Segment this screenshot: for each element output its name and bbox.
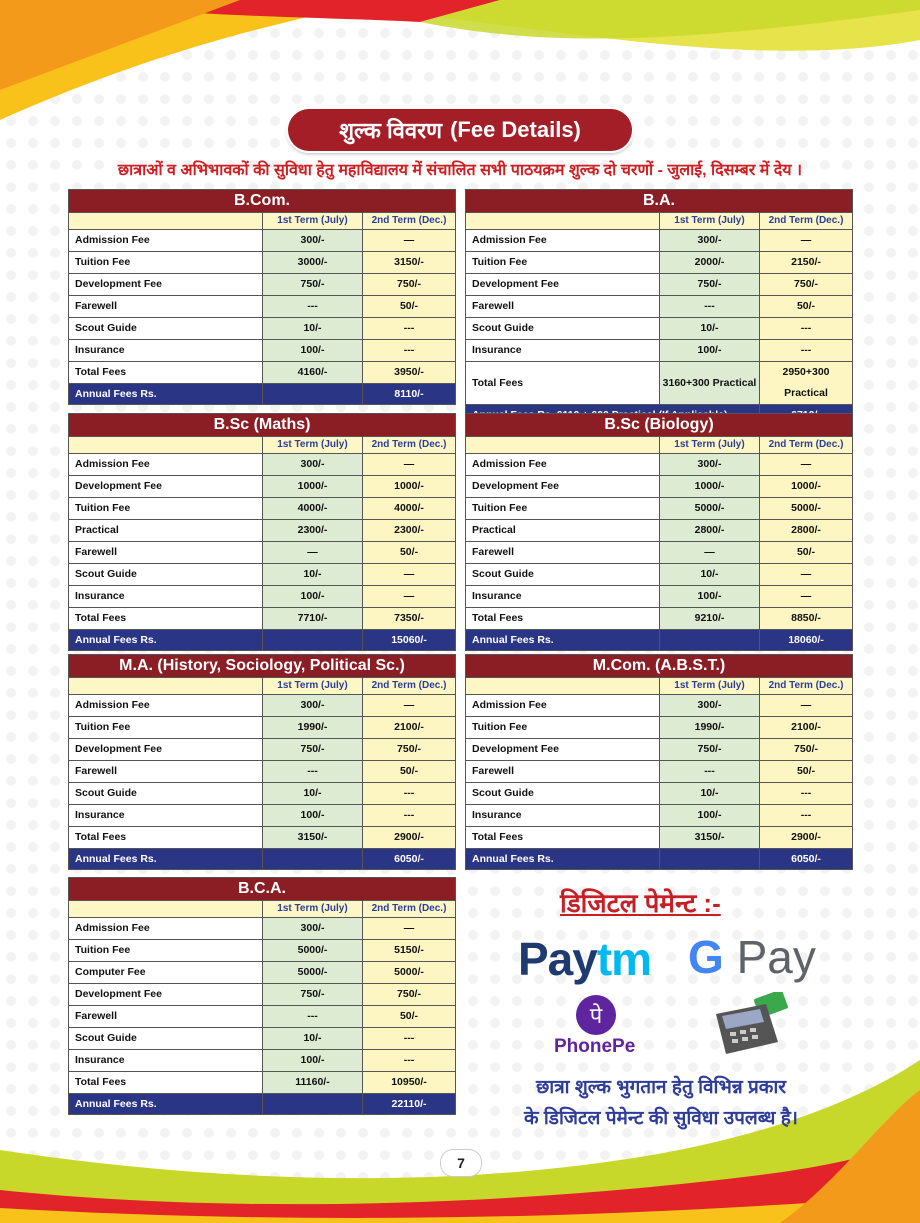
column-header: 2nd Term (Dec.) [363,678,456,695]
fee-value: — [363,230,456,252]
column-header: 1st Term (July) [660,437,760,454]
fee-value: 50/- [363,542,456,564]
table-title: M.A. (History, Sociology, Political Sc.) [69,655,456,678]
fee-label: Scout Guide [466,783,660,805]
fee-label: Admission Fee [466,454,660,476]
fee-label: Practical [466,520,660,542]
table-row [466,783,853,805]
column-header: 1st Term (July) [660,213,760,230]
fee-value: --- [263,296,363,318]
fee-value: 300/- [263,918,363,940]
fee-label: Tuition Fee [466,498,660,520]
annual-fees-spacer [263,630,363,651]
fee-value: 100/- [263,586,363,608]
table-row [69,1050,456,1072]
message-line-2: के डिजिटल पेमेन्ट की सुविधा उपलब्ध है। [524,1108,798,1129]
column-header: 1st Term (July) [263,901,363,918]
fee-value: 50/- [363,296,456,318]
annual-fees-value: 22110/- [363,1094,456,1115]
table-row [69,476,456,498]
table-row [69,252,456,274]
fee-label: Admission Fee [69,230,263,252]
fee-label: Total Fees [69,362,263,384]
table-row [466,362,853,405]
table-row [69,564,456,586]
column-header-blank [466,678,660,695]
table-row [466,564,853,586]
fee-label: Admission Fee [69,454,263,476]
fee-value: --- [263,1006,363,1028]
fee-label: Practical [69,520,263,542]
phonepe-icon: पे [576,995,616,1035]
table-row [466,586,853,608]
table-row [466,717,853,739]
annual-fees-row [69,1094,456,1115]
fee-value: 3000/- [263,252,363,274]
table-row [69,498,456,520]
fee-value: 750/- [760,274,853,296]
column-header: 2nd Term (Dec.) [363,437,456,454]
fee-value: 5000/- [363,962,456,984]
fee-label: Insurance [69,586,263,608]
table-row [69,586,456,608]
annual-fees-label: Annual Fees Rs. [69,1094,263,1115]
fee-value: — [760,586,853,608]
annual-fees-label: Annual Fees Rs. [466,849,660,870]
fee-label: Tuition Fee [69,498,263,520]
gpay-text: Pay [736,931,816,983]
fee-value: 3150/- [263,827,363,849]
column-header-blank [466,213,660,230]
title-english: (Fee Details) [450,117,581,142]
fee-label: Total Fees [69,1072,263,1094]
fee-label: Insurance [69,805,263,827]
fee-value: — [660,542,760,564]
table-row [69,739,456,761]
fee-value: --- [760,340,853,362]
fee-value: — [760,695,853,717]
column-header: 1st Term (July) [263,437,363,454]
fee-value: --- [660,761,760,783]
fee-value: --- [363,805,456,827]
annual-fees-spacer [263,849,363,870]
fee-label: Farewell [69,761,263,783]
fee-value: 750/- [660,739,760,761]
table-row [69,608,456,630]
table-row [466,296,853,318]
fee-value: — [363,695,456,717]
annual-fees-value: 6050/- [363,849,456,870]
fee-value: --- [263,761,363,783]
table-row [69,362,456,384]
table-title: B.Com. [69,190,456,213]
table-row [69,940,456,962]
fee-value: 50/- [760,542,853,564]
column-header: 1st Term (July) [263,213,363,230]
fee-value: 4160/- [263,362,363,384]
column-header-blank [69,213,263,230]
fee-value: 2950+300 Practical [760,362,853,405]
fee-value: --- [363,1050,456,1072]
fee-value: --- [363,1028,456,1050]
card-machine-icon [710,992,798,1056]
fee-label: Computer Fee [69,962,263,984]
fee-value: 1000/- [363,476,456,498]
column-header: 1st Term (July) [263,678,363,695]
fee-label: Farewell [69,1006,263,1028]
fee-value: 50/- [363,1006,456,1028]
page-subtitle: छात्राओं व अभिभावकों की सुविधा हेतु महाविद्यालय में संचालित सभी पाठयक्रम शुल्क दो चरणों - जुलाई, दिसम्बर में देय । [117,162,803,179]
table-row [69,274,456,296]
table-row [69,542,456,564]
fee-value: 100/- [263,805,363,827]
table-row [466,827,853,849]
fee-label: Farewell [69,542,263,564]
fee-value: 100/- [660,340,760,362]
fee-value: 10/- [263,783,363,805]
table-row [69,230,456,252]
fee-label: Admission Fee [69,695,263,717]
fee-value: 100/- [263,340,363,362]
table-title: M.Com. (A.B.S.T.) [466,655,853,678]
annual-fees-label: Annual Fees Rs. [69,630,263,651]
table-row [466,542,853,564]
fee-value: 300/- [263,230,363,252]
fee-value: 10/- [660,783,760,805]
fee-value: 2900/- [363,827,456,849]
fee-value: 7710/- [263,608,363,630]
fee-value: 7350/- [363,608,456,630]
fee-value: — [363,564,456,586]
fee-value: --- [660,296,760,318]
phonepe-label: PhonePe [554,1036,636,1057]
annual-fees-row [69,849,456,870]
message-line-1: छात्रा शुल्क भुगतान हेतु विभिन्न प्रकार [535,1077,787,1098]
column-header: 2nd Term (Dec.) [760,213,853,230]
fee-value: 100/- [660,805,760,827]
fee-label: Scout Guide [69,564,263,586]
column-header-blank [69,901,263,918]
fee-value: 10/- [660,318,760,340]
fee-table-bsc-maths [68,413,456,651]
table-row [69,783,456,805]
annual-fees-label: Annual Fees Rs. [466,630,660,651]
fee-value: 2300/- [263,520,363,542]
annual-fees-row [69,384,456,405]
fee-label: Total Fees [69,827,263,849]
table-row [466,476,853,498]
table-row [69,1072,456,1094]
fee-value: --- [363,318,456,340]
table-row [69,318,456,340]
annual-fees-row [466,630,853,651]
fee-label: Scout Guide [466,318,660,340]
fee-label: Scout Guide [69,1028,263,1050]
fee-label: Admission Fee [466,230,660,252]
table-row [466,695,853,717]
fee-label: Development Fee [466,739,660,761]
fee-value: 2000/- [660,252,760,274]
gpay-g-icon: G [688,931,724,983]
column-header: 2nd Term (Dec.) [363,213,456,230]
table-row [69,296,456,318]
fee-label: Farewell [466,761,660,783]
fee-label: Development Fee [69,739,263,761]
fee-value: 10/- [660,564,760,586]
table-row [69,984,456,1006]
page-number: 7 [440,1149,482,1177]
table-row [466,230,853,252]
fee-label: Farewell [466,542,660,564]
table-title: B.Sc (Maths) [69,414,456,437]
table-row [69,454,456,476]
fee-value: 2900/- [760,827,853,849]
column-header-blank [69,437,263,454]
table-row [69,761,456,783]
annual-fees-spacer [660,630,760,651]
fee-value: --- [760,805,853,827]
fee-table-bcom [68,189,456,405]
fee-value: --- [760,783,853,805]
fee-value: — [760,230,853,252]
fee-value: 300/- [660,695,760,717]
fee-value: 4000/- [363,498,456,520]
fee-value: 3160+300 Practical [660,362,760,405]
digital-payment-message [486,1072,836,1134]
table-row [466,520,853,542]
table-row [69,520,456,542]
fee-label: Scout Guide [69,318,263,340]
fee-table-bca [68,877,456,1115]
fee-label: Development Fee [69,274,263,296]
fee-value: 750/- [363,274,456,296]
annual-fees-value: 6050/- [760,849,853,870]
column-header: 2nd Term (Dec.) [760,678,853,695]
fee-value: — [760,564,853,586]
fee-table-mcom [465,654,853,870]
annual-fees-spacer [660,849,760,870]
fee-label: Development Fee [69,476,263,498]
column-header: 2nd Term (Dec.) [760,437,853,454]
fee-value: 3150/- [363,252,456,274]
table-row [69,717,456,739]
table-row [466,739,853,761]
annual-fees-spacer [263,384,363,405]
fee-value: 750/- [263,739,363,761]
fee-value: — [363,918,456,940]
fee-value: 100/- [263,1050,363,1072]
fee-label: Insurance [69,340,263,362]
annual-fees-row [69,630,456,651]
fee-value: 750/- [660,274,760,296]
table-row [69,695,456,717]
fee-label: Admission Fee [69,918,263,940]
table-row [69,962,456,984]
fee-value: 2150/- [760,252,853,274]
fee-value: 1000/- [263,476,363,498]
fee-value: 750/- [263,274,363,296]
fee-label: Total Fees [69,608,263,630]
table-row [69,340,456,362]
fee-table-ma [68,654,456,870]
table-row [466,608,853,630]
table-row [69,827,456,849]
fee-value: 10/- [263,564,363,586]
annual-fees-row [466,849,853,870]
annual-fees-label: Annual Fees Rs. [69,384,263,405]
table-row [466,274,853,296]
fee-value: 750/- [363,739,456,761]
fee-label: Development Fee [466,476,660,498]
fee-value: 9210/- [660,608,760,630]
fee-value: 1000/- [760,476,853,498]
fee-value: 750/- [263,984,363,1006]
fee-label: Farewell [69,296,263,318]
fee-label: Admission Fee [466,695,660,717]
fee-value: — [363,586,456,608]
table-title: B.C.A. [69,878,456,901]
fee-value: 3150/- [660,827,760,849]
fee-value: — [263,542,363,564]
fee-value: 3950/- [363,362,456,384]
table-title: B.Sc (Biology) [466,414,853,437]
table-row [466,805,853,827]
fee-label: Tuition Fee [69,252,263,274]
title-hindi: शुल्क विवरण [339,118,443,143]
fee-value: 4000/- [263,498,363,520]
fee-label: Insurance [466,805,660,827]
fee-value: 750/- [760,739,853,761]
table-row [69,1028,456,1050]
fee-label: Insurance [466,586,660,608]
fee-value: 50/- [760,761,853,783]
column-header-blank [69,678,263,695]
table-row [466,252,853,274]
gpay-logo [688,930,816,984]
fee-value: --- [760,318,853,340]
table-row [69,805,456,827]
column-header: 2nd Term (Dec.) [363,901,456,918]
fee-value: 2100/- [760,717,853,739]
fee-value: 50/- [363,761,456,783]
fee-label: Total Fees [466,608,660,630]
fee-value: 100/- [660,586,760,608]
fee-label: Total Fees [466,362,660,405]
fee-label: Tuition Fee [69,717,263,739]
fee-label: Tuition Fee [466,252,660,274]
paytm-logo [518,932,651,986]
annual-fees-label: Annual Fees Rs. [69,849,263,870]
paytm-logo-part2: tm [596,933,652,985]
digital-payment-title: डिजिटल पेमेन्ट :- [560,888,721,918]
table-row [69,918,456,940]
fee-value: 8850/- [760,608,853,630]
fee-value: 2100/- [363,717,456,739]
fee-value: 11160/- [263,1072,363,1094]
annual-fees-value: 8110/- [363,384,456,405]
fee-value: 1990/- [660,717,760,739]
annual-fees-value: 18060/- [760,630,853,651]
fee-value: 10/- [263,318,363,340]
table-row [466,761,853,783]
annual-fees-spacer [263,1094,363,1115]
fee-label: Scout Guide [69,783,263,805]
fee-value: — [760,454,853,476]
fee-label: Farewell [466,296,660,318]
column-header: 1st Term (July) [660,678,760,695]
fee-value: 2800/- [660,520,760,542]
table-row [69,1006,456,1028]
fee-label: Insurance [466,340,660,362]
fee-value: 5000/- [263,940,363,962]
fee-label: Development Fee [466,274,660,296]
fee-value: 1000/- [660,476,760,498]
fee-value: --- [363,340,456,362]
fee-value: 5000/- [263,962,363,984]
fee-label: Scout Guide [466,564,660,586]
fee-value: 750/- [363,984,456,1006]
table-title: B.A. [466,190,853,213]
table-row [466,340,853,362]
fee-value: 5000/- [660,498,760,520]
fee-value: 5000/- [760,498,853,520]
table-row [466,318,853,340]
fee-label: Insurance [69,1050,263,1072]
table-row [466,498,853,520]
fee-value: 1990/- [263,717,363,739]
fee-value: 300/- [263,695,363,717]
page-title [288,109,632,151]
paytm-logo-part1: Pay [518,933,597,985]
fee-value: 2300/- [363,520,456,542]
fee-value: 10950/- [363,1072,456,1094]
column-header-blank [466,437,660,454]
fee-value: 300/- [263,454,363,476]
fee-label: Tuition Fee [69,940,263,962]
fee-value: --- [363,783,456,805]
fee-value: 50/- [760,296,853,318]
annual-fees-value: 15060/- [363,630,456,651]
fee-value: — [363,454,456,476]
fee-value: 5150/- [363,940,456,962]
fee-value: 10/- [263,1028,363,1050]
fee-label: Tuition Fee [466,717,660,739]
fee-value: 300/- [660,230,760,252]
table-row [466,454,853,476]
fee-value: 300/- [660,454,760,476]
fee-table-ba [465,189,853,426]
fee-label: Development Fee [69,984,263,1006]
fee-label: Total Fees [466,827,660,849]
fee-value: 2800/- [760,520,853,542]
fee-table-bsc-biology [465,413,853,651]
